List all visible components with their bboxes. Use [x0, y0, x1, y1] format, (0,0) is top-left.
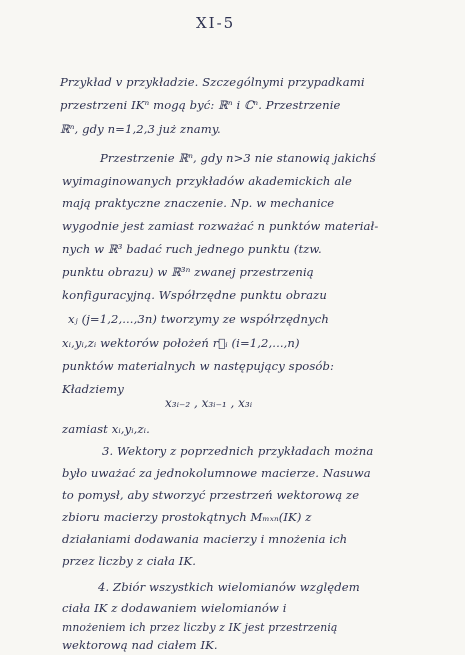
text-line: wektorową nad ciałem IK. [62, 638, 218, 652]
text-line: Przykład v przykładzie. Szczególnymi przypadkami [60, 75, 365, 89]
text-line: punktu obrazu) w ℝ³ⁿ zwanej przestrzenią [62, 265, 314, 279]
text-line: xⱼ (j=1,2,...,3n) tworzymy ze współrzędnych [68, 312, 329, 326]
text-line: mnożeniem ich przez liczby z IK jest przestrzenią [62, 621, 338, 634]
text-line: wygodnie jest zamiast rozważać n punktów materiał- [62, 219, 379, 233]
text-line: konfiguracyjną. Współrzędne punktu obrazu [62, 288, 327, 302]
text-line: przestrzeni IKⁿ mogą być: ℝⁿ i ℂⁿ. Przestrzenie [60, 98, 341, 112]
page-header: XI-5 [196, 14, 236, 32]
text-line: xᵢ,yᵢ,zᵢ wektorów położeń r⃗ᵢ (i=1,2,...,n) [62, 336, 300, 350]
text-line: 4. Zbiór wszystkich wielomianów względem [98, 580, 360, 594]
text-line: 3. Wektory z poprzednich przykładach można [102, 444, 374, 458]
text-line: Kładziemy [62, 382, 124, 396]
text-line: ciała IK z dodawaniem wielomianów i [62, 601, 287, 615]
text-line: zamiast xᵢ,yᵢ,zᵢ. [62, 422, 150, 436]
text-line: to pomysł, aby stworzyć przestrzeń wektorową ze [62, 488, 360, 502]
text-line: ℝⁿ, gdy n=1,2,3 już znamy. [60, 122, 221, 136]
text-line: mają praktyczne znaczenie. Np. w mechanice [62, 196, 335, 210]
text-line: nych w ℝ³ badać ruch jednego punktu (tzw. [62, 242, 322, 256]
text-line: było uważać za jednokolumnowe macierze. Nasuwa [62, 466, 371, 480]
text-line: punktów materialnych w następujący sposób: [62, 359, 334, 373]
formula: x₃ᵢ₋₂ , x₃ᵢ₋₁ , x₃ᵢ [165, 396, 253, 410]
text-line: działaniami dodawania macierzy i mnożenia ich [62, 532, 348, 546]
text-line: Przestrzenie ℝⁿ, gdy n>3 nie stanowią jakichś [100, 151, 376, 165]
text-line: zbioru macierzy prostokątnych Mₘₓₙ(IK) z [62, 510, 312, 524]
text-line: przez liczby z ciała IK. [62, 554, 196, 568]
text-line: wyimaginowanych przykładów akademickich ale [62, 174, 352, 188]
